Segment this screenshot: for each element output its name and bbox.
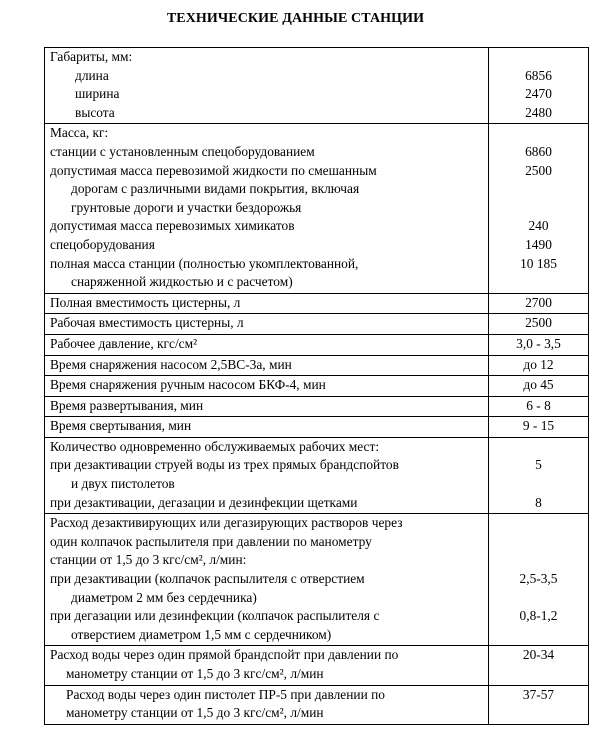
table-row [45,314,589,335]
row-value: 9 - 15 [489,417,589,438]
workplaces-stream-label-1: при дезактивации струей воды из трех прямых брандспойтов [50,457,399,473]
row-value: 2500 [489,314,589,335]
mass-station-value: 6860 [525,143,552,159]
hose-flow-values [489,646,589,685]
table-row-dimensions [45,48,589,124]
table-row-mass [45,124,589,293]
mass-station-label: станции с установленным спецоборудованием [50,143,315,159]
length-value: 6856 [525,67,552,83]
dimensions-header: Габариты, мм: [50,49,133,64]
solution-flow-label-2: один колпачок распылителя при давлении по манометру [50,533,372,549]
table-row [45,355,589,376]
mass-full-value: 10 185 [520,255,557,271]
pistol-flow-values [489,685,589,724]
technical-data-table [44,47,589,725]
mass-equip-label: спецоборудования [50,236,155,252]
mass-chem-value: 240 [528,218,549,234]
table-row [45,396,589,417]
pistol-flow-label-1: Расход воды через один пистолет ПР-5 при давлении по [66,686,385,702]
row-value: 6 - 8 [489,396,589,417]
width-value: 2470 [525,86,552,102]
row-label: Время свертывания, мин [45,417,489,438]
row-label: Рабочее давление, кгс/см² [45,334,489,355]
degas-label-2: отверстием диаметром 1,5 мм с сердечником) [71,626,332,642]
table-row-pistol-flow [45,685,589,724]
workplaces-stream-label-2: и двух пистолетов [71,476,175,492]
width-label: ширина [75,86,120,102]
height-value: 2480 [525,104,552,120]
hose-flow-label-2: манометру станции от 1,5 до 3 кгс/см², л/мин [66,666,324,681]
solution-flow-label-1: Расход дезактивирующих или дегазирующих растворов через [50,515,403,531]
table-row-workplaces [45,437,589,513]
mass-full-label-2: снаряженной жидкостью и с расчетом) [71,274,293,290]
row-value: до 12 [489,355,589,376]
mass-values [489,124,589,293]
degas-value: 0,8-1,2 [519,608,558,624]
dimensions-labels [45,48,489,124]
table-row [45,417,589,438]
mass-chem-label: допустимая масса перевозимых химикатов [50,218,295,234]
table-row-solution-flow [45,514,589,646]
workplaces-stream-value: 5 [535,457,542,473]
row-label: Полная вместимость цистерны, л [45,293,489,314]
decont-label-2: диаметром 2 мм без сердечника) [71,589,257,605]
table-row [45,293,589,314]
decont-label-1: при дезактивации (колпачок распылителя с отверстием [50,571,365,587]
pistol-flow-labels [45,685,489,724]
row-value: 2700 [489,293,589,314]
row-label: Время снаряжения ручным насосом БКФ-4, мин [45,376,489,397]
mass-liquid-label-3: грунтовые дороги и участки бездорожья [71,199,302,215]
solution-flow-values [489,514,589,646]
mass-liquid-label-2: дорогам с различными видами покрытия, включая [71,181,360,197]
workplaces-values [489,437,589,513]
mass-equip-value: 1490 [525,236,552,252]
solution-flow-labels [45,514,489,646]
table-row-hose-flow [45,646,589,685]
pistol-flow-value: 37-57 [522,686,555,702]
mass-liquid-label-1: допустимая масса перевозимой жидкости по смешанным [50,162,377,178]
mass-full-label-1: полная масса станции (полностью укомплектованной, [50,255,359,271]
decont-value: 2,5-3,5 [519,571,558,587]
workplaces-brush-value: 8 [535,494,542,510]
degas-label-1: при дегазации или дезинфекции (колпачок распылителя с [50,608,380,624]
length-label: длина [75,67,109,83]
row-value: 3,0 - 3,5 [489,334,589,355]
row-value: до 45 [489,376,589,397]
table-row [45,334,589,355]
workplaces-header: Количество одновременно обслуживаемых рабочих мест: [50,438,380,454]
mass-header: Масса, кг: [50,125,109,141]
mass-labels [45,124,489,293]
hose-flow-value: 20-34 [522,647,555,663]
hose-flow-label-1: Расход воды через один прямой брандспойт при давлении по [50,647,399,663]
pistol-flow-label-2: манометру станции от 1,5 до 3 кгс/см², л/мин [66,705,324,721]
row-label: Время снаряжения насосом 2,5ВС-3а, мин [45,355,489,376]
row-label: Время развертывания, мин [45,396,489,417]
hose-flow-labels [45,646,489,685]
workplaces-brush-label: при дезактивации, дегазации и дезинфекции щетками [50,494,358,510]
workplaces-labels [45,437,489,513]
solution-flow-label-3: станции от 1,5 до 3 кгс/см², л/мин: [50,552,247,568]
row-label: Рабочая вместимость цистерны, л [45,314,489,335]
dimensions-values [489,48,589,124]
height-label: высота [75,104,115,120]
document-title: ТЕХНИЧЕСКИЕ ДАННЫЕ СТАНЦИИ [166,11,425,26]
mass-liquid-value: 2500 [525,162,552,178]
table-row [45,376,589,397]
